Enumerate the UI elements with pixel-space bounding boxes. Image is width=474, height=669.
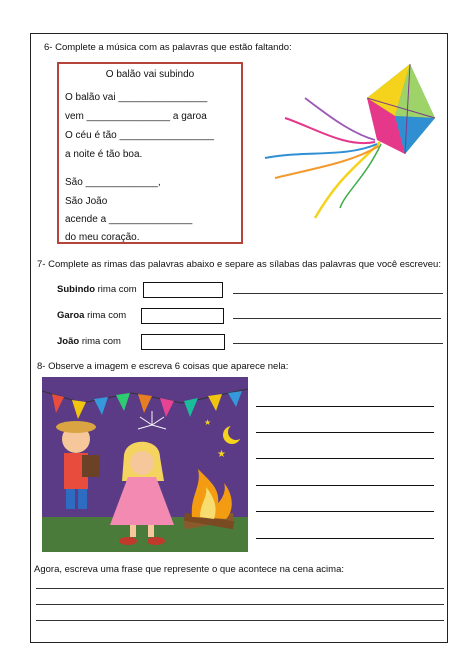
svg-text:★: ★ (217, 449, 226, 460)
answer-line-4[interactable] (256, 485, 434, 486)
poem-line-6: São João (65, 196, 108, 207)
poem-line-2: vem _______________ a garoa (65, 111, 207, 122)
rhyme-label-joao: João rima com (57, 336, 121, 347)
poem-box (57, 62, 243, 244)
rhyme-label-subindo: Subindo rima com (57, 284, 137, 295)
rhyme-input-garoa[interactable] (141, 308, 224, 324)
sentence-line-2[interactable] (36, 604, 444, 605)
q7-instruction: 7- Complete as rimas das palavras abaixo e separe as sílabas das palavras que você escreveu: (37, 259, 441, 270)
poem-line-4: a noite é tão boa. (65, 149, 143, 160)
svg-text:★: ★ (204, 418, 212, 427)
final-instruction: Agora, escreva uma frase que represente o que acontece na cena acima: (34, 564, 344, 575)
answer-line-5[interactable] (256, 511, 434, 512)
syllable-line-garoa[interactable] (233, 318, 441, 319)
answer-line-3[interactable] (256, 458, 434, 459)
rhyme-input-joao[interactable] (141, 334, 225, 350)
rhyme-label-garoa: Garoa rima com (57, 310, 127, 321)
poem-line-5: São _____________, (65, 177, 161, 188)
poem-line-8: do meu coração. (65, 232, 140, 243)
poem-line-1: O balão vai ________________ (65, 92, 208, 103)
answer-line-1[interactable] (256, 406, 434, 407)
q8-instruction: 8- Observe a imagem e escreva 6 coisas que aparece nela: (37, 361, 289, 372)
syllable-line-joao[interactable] (233, 343, 443, 344)
q6-instruction: 6- Complete a música com as palavras que estão faltando: (44, 42, 292, 53)
syllable-line-subindo[interactable] (233, 293, 443, 294)
poem-line-3: O céu é tão _________________ (65, 130, 215, 141)
poem-line-7: acende a _______________ (65, 214, 193, 225)
poem-title: O balão vai subindo (105, 69, 195, 80)
festa-junina-image (42, 377, 248, 552)
kite-illustration (245, 58, 445, 228)
answer-line-2[interactable] (256, 432, 434, 433)
rhyme-input-subindo[interactable] (143, 282, 223, 298)
answer-line-6[interactable] (256, 538, 434, 539)
sentence-line-3[interactable] (36, 620, 444, 621)
sentence-line-1[interactable] (36, 588, 444, 589)
